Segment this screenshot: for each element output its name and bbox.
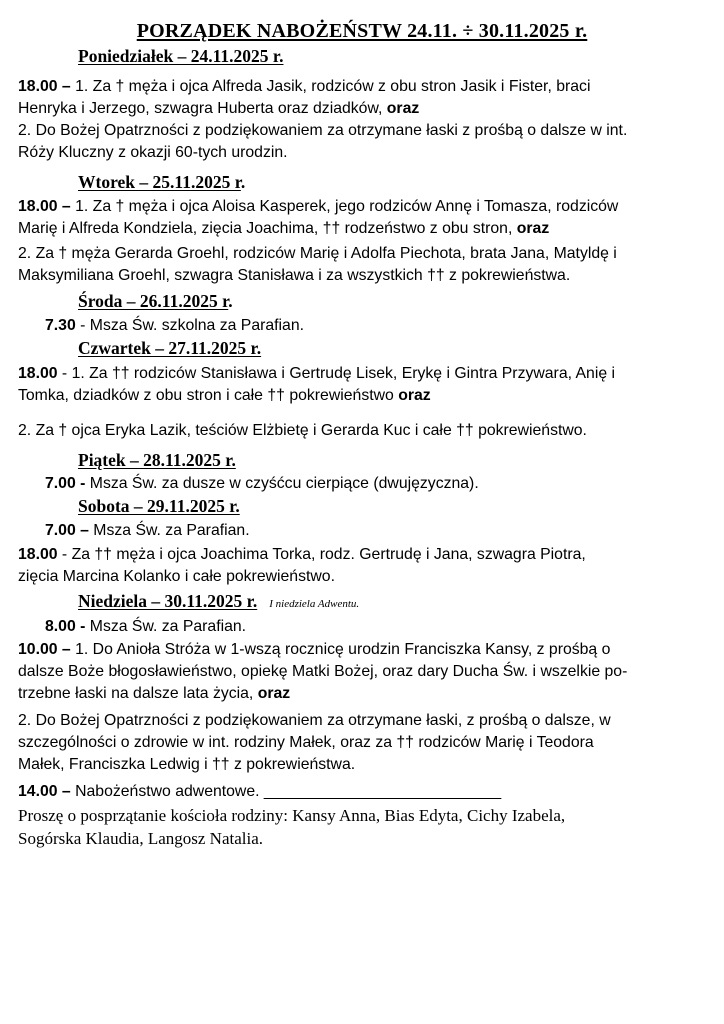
day-heading-text: Wtorek – 25.11.2025 r [78,172,241,192]
mass-time: 18.00 [18,546,58,563]
mass-time: 7.00 - [45,475,86,492]
mass-intention: 1. Do Anioła Stróża w 1-wszą rocznicę urodzin Franciszka Kansy, z prośbą o dalsze Boże błogosławieństwo, opiekę Matki Bożej, oraz dary Ducha Św. i wszelkie po- trzebne łaski na dalsze lata życia, [18,641,628,702]
mass-intention: 2. Za † męża Gerarda Groehl, rodziców Marię i Adolfa Piechota, brata Jana, Matyldę i Maksymiliana Groehl, szwagra Stanisława i za wszystkich †† z pokrewieństwa. [18,245,617,284]
liturgical-note: I niedziela Adwentu. [269,598,360,610]
mass-time: 8.00 - [45,618,86,635]
mass-intention: Msza Św. za Parafian. [85,618,247,635]
conjunction: oraz [382,100,420,117]
day-heading-text: Sobota – 29.11.2025 r. [78,496,240,516]
page-title: PORZĄDEK NABOŻEŃSTW 24.11. ÷ 30.11.2025 r. [136,20,588,42]
mass-entry [18,710,712,776]
mass-time: 7.30 [45,317,76,334]
day-heading-friday [78,450,236,471]
mass-time: 10.00 – [18,641,71,658]
mass-intention: - 1. Za †† rodziców Stanisława i Gertrudę Lisek, Erykę i Gintra Przywara, Anię i Tomka, dziadków z obu stron i całe †† pokrewieństwo [18,365,616,404]
mass-time: 18.00 – [18,198,71,215]
day-heading-text: Piątek – 28.11.2025 r. [78,450,236,470]
day-heading-text: Poniedziałek – 24.11.2025 r. [78,46,284,66]
mass-intention: - Za †† męża i ojca Joachima Torka, rodz. Gertrudę i Jana, szwagra Piotra, zięcia Marcina Kolanko i całe pokrewieństwo. [18,546,586,585]
mass-entry [45,520,724,542]
cleaning-notice: Proszę o posprzątanie kościoła rodziny: Kansy Anna, Bias Edyta, Cichy Izabela, Sogórska Klaudia, Langosz Natalia. [18,806,566,848]
conjunction: oraz [393,387,431,404]
mass-time: 18.00 – [18,78,71,95]
mass-time: 14.00 – [18,783,71,800]
mass-intention: 1. Za † męża i ojca Alfreda Jasik, rodziców z obu stron Jasik i Fister, braci Henryka i Jerzego, szwagra Huberta oraz dziadków, [18,78,591,117]
mass-entry [18,639,712,705]
mass-entry [18,120,712,164]
mass-entry [18,420,712,442]
mass-entry [18,76,712,120]
day-heading-thursday [78,338,261,359]
day-heading-text: Niedziela – 30.11.2025 r. [78,591,258,611]
day-heading-tail: . [228,291,233,311]
day-heading-wednesday [78,291,233,312]
mass-intention: 2. Do Bożej Opatrzności z podziękowaniem za otrzymane łaski, z prośbą o dalsze, w szczególności o zdrowie w int. rodziny Małek, oraz za †† rodziców Marię i Teodora Małek, Franciszka Ledwig i †† z pokrewieństwa. [18,712,611,773]
mass-intention: - Msza Św. szkolna za Parafian. [75,317,305,334]
mass-intention: Nabożeństwo adwentowe. ___________________________ [70,783,502,800]
day-heading-text: Czwartek – 27.11.2025 r. [78,338,262,358]
mass-entry [45,616,724,638]
mass-intention: Msza Św. za dusze w czyśćcu cierpiące (dwujęzyczna). [85,475,479,492]
mass-entry [18,196,712,240]
day-heading-text: Środa – 26.11.2025 r [78,291,229,311]
mass-entry [18,363,712,407]
day-heading-tuesday [78,172,245,193]
mass-intention: Msza Św. za Parafian. [88,522,250,539]
day-heading-tail: . [240,172,246,192]
mass-intention: 1. Za † męża i ojca Aloisa Kasperek, jego rodziców Annę i Tomasza, rodziców Marię i Alfreda Kondziela, zięcia Joachima, †† rodzeństwo z obu stron, [18,198,619,237]
conjunction: oraz [253,685,291,702]
mass-entry [45,473,724,495]
day-heading-saturday [78,496,240,517]
mass-entry [18,781,712,803]
mass-time: 7.00 – [45,522,89,539]
day-heading-monday [78,46,283,67]
day-heading-sunday [78,591,359,612]
mass-entry [45,315,724,337]
mass-intention: 2. Za † ojca Eryka Lazik, teściów Elżbietę i Gerarda Kuc i całe †† pokrewieństwo. [18,422,587,439]
mass-time: 18.00 [18,365,58,382]
mass-entry [18,243,712,287]
conjunction: oraz [512,220,550,237]
mass-intention: 2. Do Bożej Opatrzności z podziękowaniem za otrzymane łaski z prośbą o dalsze w int. Róży Kluczny z okazji 60-tych urodzin. [18,122,628,161]
mass-entry [18,544,712,588]
